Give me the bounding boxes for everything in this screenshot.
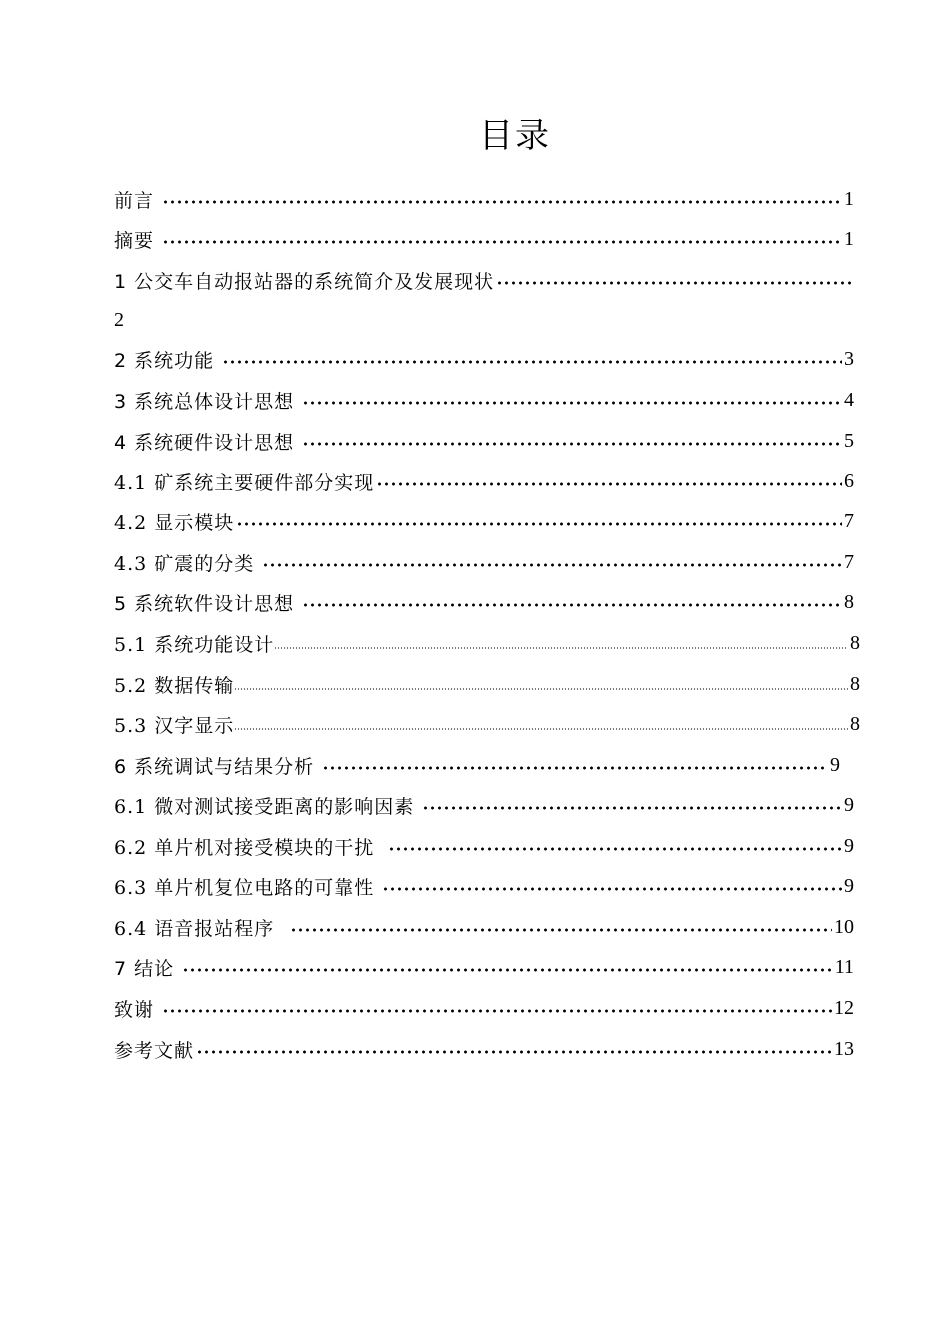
toc-entry-page: 11	[834, 955, 854, 978]
toc-entry-section-6-4[interactable]	[114, 912, 854, 942]
toc-entry-acknowledgements[interactable]	[114, 993, 854, 1023]
toc-entry-page: 6	[844, 469, 854, 492]
toc-entry-label: 2 系统功能	[114, 349, 215, 372]
toc-entry-chapter-4[interactable]	[114, 426, 854, 456]
toc-entry-chapter-1[interactable]	[114, 265, 854, 295]
dot-leader	[322, 766, 828, 770]
toc-entry-section-5-1[interactable]	[114, 628, 860, 658]
toc-entry-page: 1	[844, 187, 854, 210]
toc-entry-section-6-1[interactable]	[114, 790, 854, 820]
dot-leader	[162, 1009, 832, 1013]
toc-entry-page: 9	[844, 874, 854, 897]
toc-entry-label: 7 结论	[114, 957, 175, 980]
dot-leader	[302, 603, 842, 607]
dot-leader	[274, 647, 848, 649]
dot-leader	[422, 806, 842, 810]
toc-entry-label: 3 系统总体设计思想	[114, 390, 295, 413]
toc-entry-page: 1	[844, 227, 854, 250]
toc-entry-abstract[interactable]	[114, 224, 854, 254]
dot-leader	[302, 401, 842, 405]
toc-entry-page: 4	[844, 388, 854, 411]
toc-entry-label: 4.1 矿系统主要硬件部分实现	[114, 471, 375, 494]
toc-entry-section-6-3[interactable]	[114, 871, 854, 901]
toc-entry-label: 5.3 汉字显示	[114, 714, 235, 737]
toc-entry-label: 参考文献	[114, 1039, 195, 1062]
toc-entry-page: 10	[834, 915, 854, 938]
dot-leader	[262, 563, 842, 567]
toc-entry-page: 9	[844, 793, 854, 816]
toc-entry-section-4-2[interactable]	[114, 506, 854, 536]
toc-entry-section-5-2[interactable]	[114, 669, 860, 699]
toc-entry-page: 9	[830, 753, 840, 776]
toc-entry-chapter-5[interactable]	[114, 587, 854, 617]
dot-leader	[182, 968, 833, 972]
page-title: 目录	[479, 116, 551, 156]
dot-leader	[236, 522, 842, 526]
toc-entry-page: 9	[844, 834, 854, 857]
toc-entry-label: 4.2 显示模块	[114, 511, 235, 534]
dot-leader	[234, 688, 848, 690]
dot-leader	[302, 442, 842, 446]
dot-leader	[196, 1050, 832, 1054]
toc-entry-preface[interactable]	[114, 184, 854, 214]
toc-entry-section-4-3[interactable]	[114, 547, 854, 577]
toc-entry-label: 摘要	[114, 229, 155, 252]
toc-entry-references[interactable]	[114, 1034, 854, 1064]
toc-entry-page: 2	[114, 309, 124, 331]
toc-entry-label: 5.1 系统功能设计	[114, 633, 275, 656]
dot-leader	[222, 360, 842, 364]
toc-entry-label: 致谢	[114, 998, 155, 1021]
dot-leader	[388, 847, 842, 851]
toc-entry-section-6-2[interactable]	[114, 831, 854, 861]
dot-leader	[162, 200, 842, 204]
dot-leader	[162, 240, 842, 244]
toc-entry-label: 6.1 微对测试接受距离的影响因素	[114, 795, 415, 818]
toc-entry-label: 5.2 数据传输	[114, 674, 235, 697]
toc-entry-label: 6.3 单片机复位电路的可靠性	[114, 876, 375, 899]
dot-leader	[382, 887, 842, 891]
dot-leader	[234, 728, 848, 730]
toc-entry-label: 4.3 矿震的分类	[114, 552, 255, 575]
toc-entry-label: 1 公交车自动报站器的系统简介及发展现状	[114, 270, 495, 293]
toc-entry-section-4-1[interactable]	[114, 466, 854, 496]
toc-entry-page: 13	[834, 1037, 854, 1060]
toc-entry-chapter-2[interactable]	[114, 344, 854, 374]
dot-leader	[496, 281, 852, 285]
toc-entry-label: 5 系统软件设计思想	[114, 592, 295, 615]
dot-leader	[290, 928, 832, 932]
toc-entry-page: 7	[844, 550, 854, 573]
toc-entry-page: 8	[850, 631, 860, 654]
toc-entry-page: 8	[850, 712, 860, 735]
toc-entry-label: 4 系统硬件设计思想	[114, 431, 295, 454]
toc-entry-page: 3	[844, 347, 854, 370]
toc-entry-chapter-3[interactable]	[114, 385, 854, 415]
toc-entry-page: 8	[844, 590, 854, 613]
toc-entry-page: 5	[844, 429, 854, 452]
toc-entry-chapter-6[interactable]	[114, 750, 840, 780]
toc-entry-page: 12	[834, 996, 854, 1019]
toc-entry-section-5-3[interactable]	[114, 709, 860, 739]
toc-entry-label: 6.4 语音报站程序	[114, 917, 275, 940]
toc-entry-label: 6 系统调试与结果分析	[114, 755, 315, 778]
toc-entry-chapter-7[interactable]	[114, 952, 854, 982]
toc-entry-page: 8	[850, 672, 860, 695]
toc-entry-label: 前言	[114, 189, 155, 212]
dot-leader	[376, 482, 842, 486]
toc-entry-page: 7	[844, 509, 854, 532]
toc-entry-label: 6.2 单片机对接受模块的干扰	[114, 836, 375, 859]
